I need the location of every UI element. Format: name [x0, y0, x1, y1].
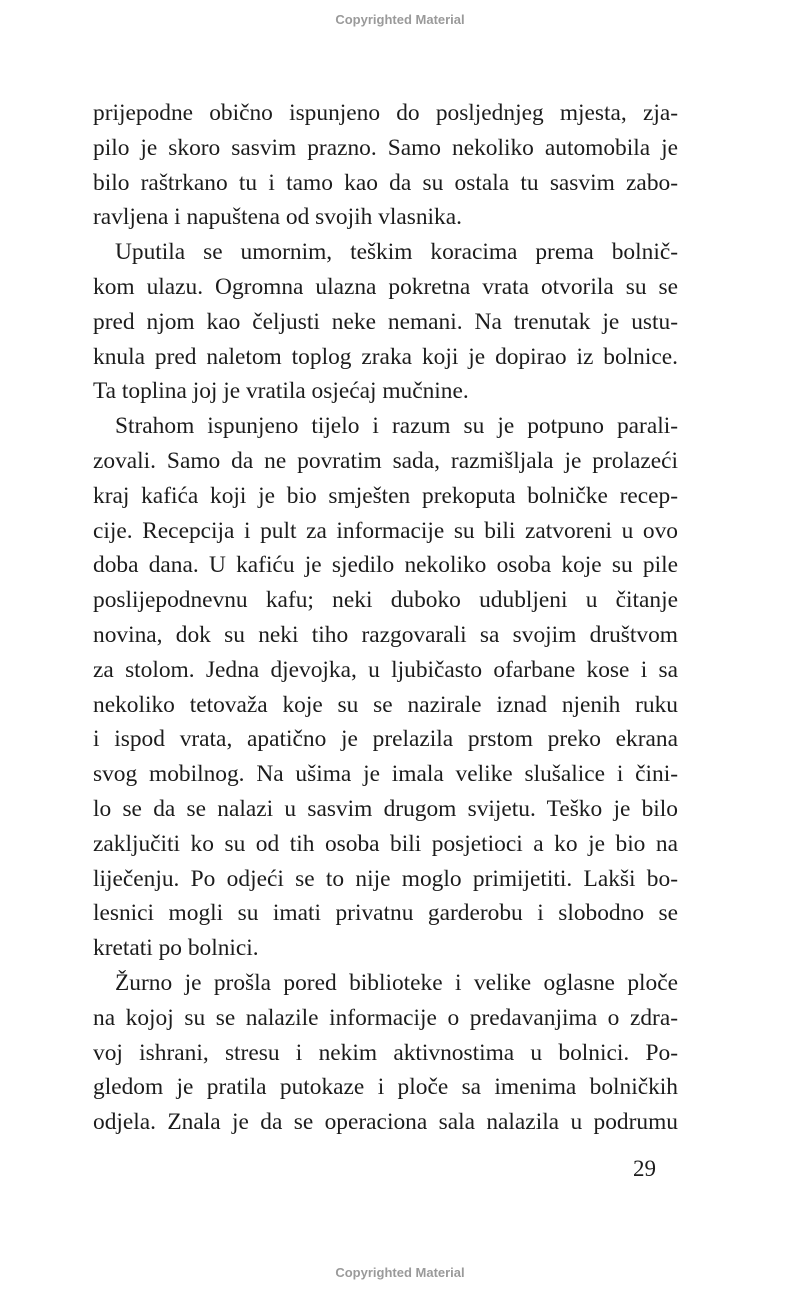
text-line: Ta toplina joj je vratila osjećaj mučnine. — [93, 378, 469, 405]
text-line: lesnici mogli su imati privatnu garderobu i slobodno se — [93, 900, 678, 927]
text-line: pilo je skoro sasvim prazno. Samo nekoliko automobila je — [93, 134, 678, 161]
text-line: poslijepodnevnu kafu; neki duboko udubljeni u čitanje — [93, 587, 678, 614]
text-line: liječenju. Po odjeći se to nije moglo primijetiti. Lakši bo- — [93, 865, 678, 892]
text-line: nekoliko tetovaža koje su se nazirale iznad njenih ruku — [93, 691, 678, 718]
text-line: na kojoj su se nalazile informacije o predavanjima o zdra- — [93, 1004, 678, 1031]
text-line: i ispod vrata, apatično je prelazila prstom preko ekrana — [93, 726, 678, 753]
text-line: bilo raštrkano tu i tamo kao da su ostala tu sasvim zabo- — [93, 169, 678, 196]
text-line: voj ishrani, stresu i nekim aktivnostima u bolnici. Po- — [93, 1039, 678, 1066]
text-line: za stolom. Jedna djevojka, u ljubičasto ofarbane kose i sa — [93, 656, 678, 683]
text-line: odjela. Znala je da se operaciona sala nalazila u podrumu — [93, 1109, 678, 1136]
body-text — [93, 96, 678, 1140]
text-line: cije. Recepcija i pult za informacije su bili zatvoreni u ovo — [93, 517, 678, 544]
text-line: pred njom kao čeljusti neke nemani. Na trenutak je ustu- — [93, 308, 678, 335]
text-line: Uputila se umornim, teškim koracima prema bolnič- — [115, 239, 678, 266]
text-line: kom ulazu. Ogromna ulazna pokretna vrata otvorila su se — [93, 273, 678, 300]
copyright-watermark-top: Copyrighted Material — [335, 12, 465, 27]
text-line: zaključiti ko su od tih osoba bili posjetioci a ko je bio na — [93, 830, 678, 857]
copyright-watermark-bottom: Copyrighted Material — [335, 1265, 465, 1280]
text-line: svog mobilnog. Na ušima je imala velike slušalice i čini- — [93, 761, 678, 788]
text-line: kretati po bolnici. — [93, 935, 259, 962]
text-line: knula pred naletom toplog zraka koji je dopirao iz bolnice. — [93, 343, 678, 370]
text-line: lo se da se nalazi u sasvim drugom svijetu. Teško je bilo — [93, 795, 678, 822]
text-line: novina, dok su neki tiho razgovarali sa svojim društvom — [93, 621, 678, 648]
text-line: gledom je pratila putokaze i ploče sa imenima bolničkih — [93, 1074, 678, 1101]
text-line: kraj kafića koji je bio smješten prekoputa bolničke recep- — [93, 482, 678, 509]
text-line: Strahom ispunjeno tijelo i razum su je potpuno parali- — [115, 413, 678, 440]
text-line: zovali. Samo da ne povratim sada, razmišljala je prolazeći — [93, 447, 678, 474]
text-line: ravljena i napuštena od svojih vlasnika. — [93, 204, 462, 231]
text-line: prijepodne obično ispunjeno do posljednjeg mjesta, zja- — [93, 100, 678, 126]
page-number: 29 — [633, 1156, 656, 1181]
text-line: doba dana. U kafiću je sjedilo nekoliko osoba koje su pile — [93, 552, 678, 579]
text-line: Žurno je prošla pored biblioteke i velike oglasne ploče — [115, 969, 678, 996]
